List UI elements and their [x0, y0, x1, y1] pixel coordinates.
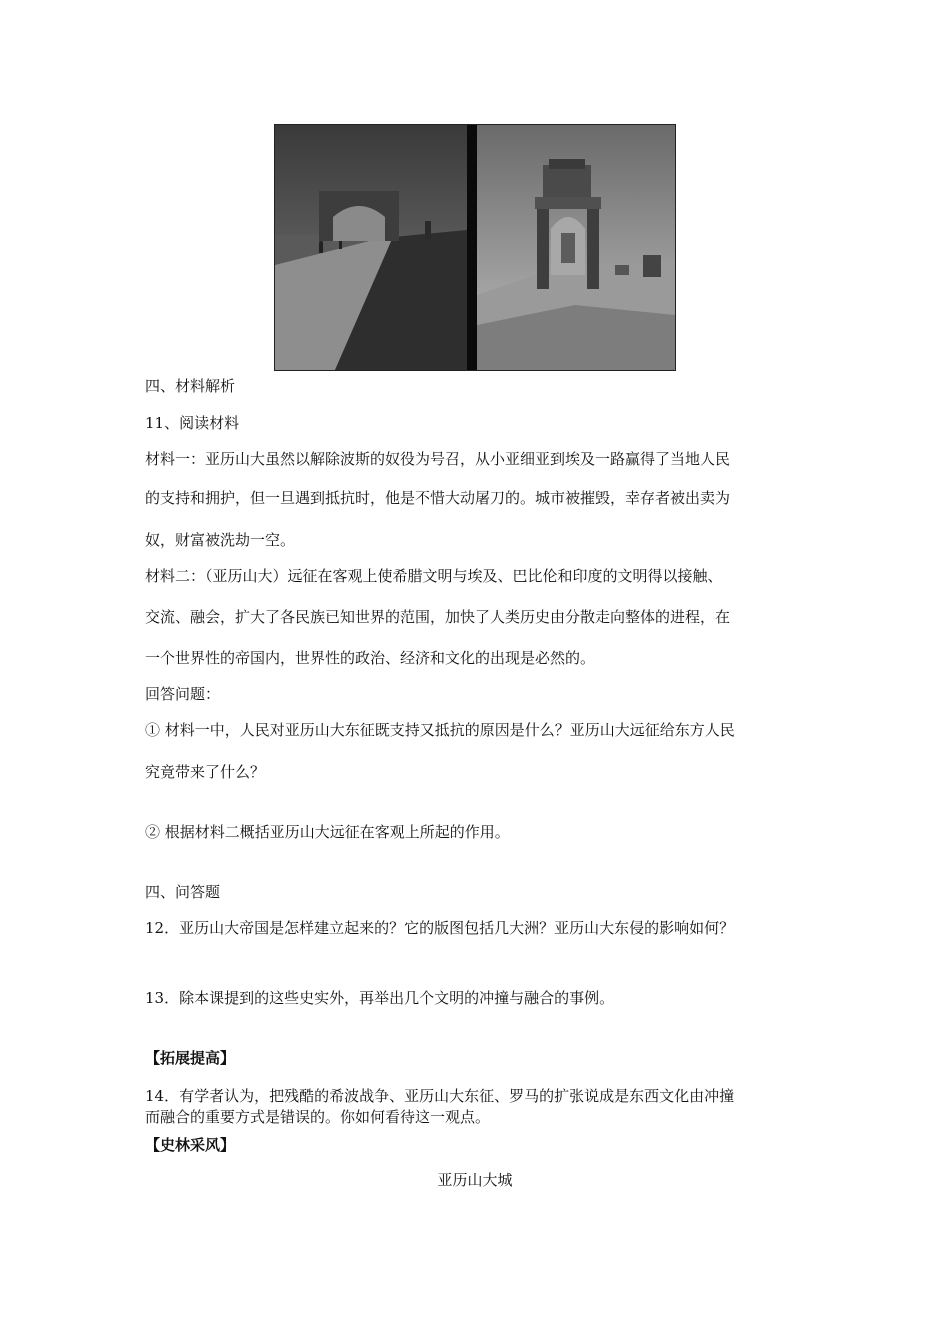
arch-ruins-image: [275, 125, 675, 370]
q11-sub2: ② 根据材料二概括亚历山大远征在客观上所起的作用。: [145, 823, 510, 841]
material1-line2: 的支持和拥护，但一旦遇到抵抗时，他是不惜大动屠刀的。城市被摧毁，幸存者被出卖为: [145, 489, 731, 507]
q11-title: 11、阅读材料: [145, 414, 240, 432]
q12: 12．亚历山大帝国是怎样建立起来的？它的版图包括几大洲？亚历山大东侵的影响如何？: [145, 919, 735, 937]
q14-line2: 而融合的重要方式是错误的。你如何看待这一观点。: [145, 1108, 491, 1126]
section-qa-title: 四、问答题: [145, 883, 221, 901]
material2-line3: 一个世界性的帝国内，世界性的政治、经济和文化的出现是必然的。: [145, 649, 596, 667]
alexandria-title: 亚历山大城: [437, 1171, 513, 1189]
ruins-photo: [274, 124, 676, 371]
material2-line1: 材料二：（亚历山大）远征在客观上使希腊文明与埃及、巴比伦和印度的文明得以接触、: [145, 567, 723, 585]
q11-sub1-line1: ① 材料一中，人民对亚历山大东征既支持又抵抗的原因是什么？亚历山大远征给东方人民: [145, 721, 735, 739]
material2-line2: 交流、融会，扩大了各民族已知世界的范围，加快了人类历史由分散走向整体的进程，在: [145, 608, 731, 626]
section-4-title: 四、材料解析: [145, 377, 236, 395]
answer-prompt: 回答问题：: [145, 685, 221, 703]
q13: 13．除本课提到的这些史实外，再举出几个文明的冲撞与融合的事例。: [145, 989, 615, 1007]
material1-line1: 材料一：亚历山大虽然以解除波斯的奴役为号召，从小亚细亚到埃及一路赢得了当地人民: [145, 450, 731, 468]
q14-line1: 14．有学者认为，把残酷的希波战争、亚历山大东征、罗马的扩张说成是东西文化由冲撞: [145, 1087, 735, 1105]
material1-line3: 奴，财富被洗劫一空。: [145, 531, 296, 549]
q11-sub1-line2: 究竟带来了什么？: [145, 763, 266, 781]
extension-title: 【拓展提高】: [145, 1049, 236, 1067]
history-title: 【史林采风】: [145, 1136, 236, 1154]
